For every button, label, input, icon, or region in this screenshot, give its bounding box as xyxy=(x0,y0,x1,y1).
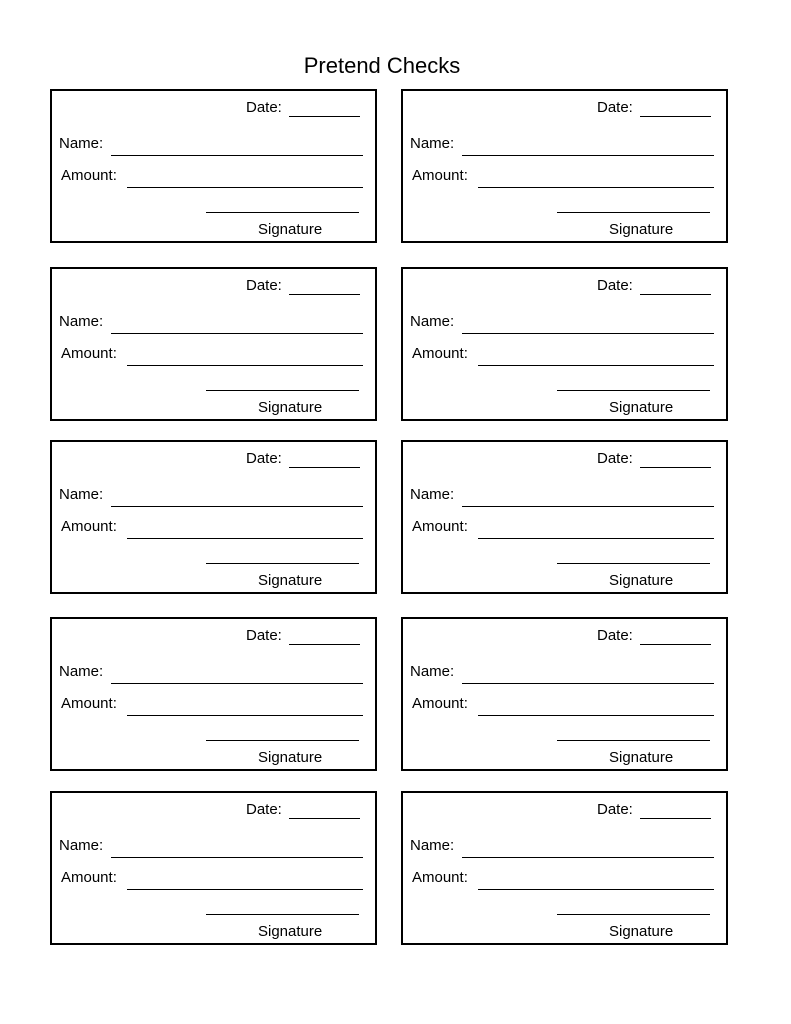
name-label: Name: xyxy=(59,135,104,152)
name-label: Name: xyxy=(410,663,455,680)
amount-label: Amount: xyxy=(412,345,468,362)
date-label: Date: xyxy=(597,801,633,818)
amount-line[interactable] xyxy=(127,365,363,366)
signature-label: Signature xyxy=(609,749,674,766)
pretend-check xyxy=(401,617,728,771)
pretend-check xyxy=(401,89,728,243)
signature-label: Signature xyxy=(609,572,674,589)
pretend-check xyxy=(50,89,377,243)
name-line[interactable] xyxy=(462,155,714,156)
amount-label: Amount: xyxy=(412,695,468,712)
date-line[interactable] xyxy=(640,467,711,468)
amount-line[interactable] xyxy=(127,715,363,716)
date-line[interactable] xyxy=(640,644,711,645)
name-label: Name: xyxy=(410,135,455,152)
amount-label: Amount: xyxy=(412,869,468,886)
name-label: Name: xyxy=(410,837,455,854)
pretend-check xyxy=(50,617,377,771)
name-label: Name: xyxy=(59,313,104,330)
name-label: Name: xyxy=(59,486,104,503)
date-label: Date: xyxy=(246,627,282,644)
signature-label: Signature xyxy=(609,923,674,940)
date-label: Date: xyxy=(597,99,633,116)
signature-line[interactable] xyxy=(206,390,359,391)
date-line[interactable] xyxy=(289,644,360,645)
signature-label: Signature xyxy=(258,221,323,238)
date-line[interactable] xyxy=(289,294,360,295)
name-label: Name: xyxy=(59,837,104,854)
amount-line[interactable] xyxy=(478,365,714,366)
amount-label: Amount: xyxy=(61,167,117,184)
date-label: Date: xyxy=(597,277,633,294)
amount-label: Amount: xyxy=(412,167,468,184)
name-line[interactable] xyxy=(111,155,363,156)
name-label: Name: xyxy=(59,663,104,680)
name-line[interactable] xyxy=(111,683,363,684)
signature-label: Signature xyxy=(258,572,323,589)
amount-line[interactable] xyxy=(478,538,714,539)
date-line[interactable] xyxy=(640,116,711,117)
date-label: Date: xyxy=(597,450,633,467)
pretend-check xyxy=(50,791,377,945)
date-line[interactable] xyxy=(640,294,711,295)
signature-line[interactable] xyxy=(206,563,359,564)
pretend-check xyxy=(401,440,728,594)
pretend-check xyxy=(401,791,728,945)
pretend-check xyxy=(401,267,728,421)
amount-label: Amount: xyxy=(61,869,117,886)
signature-label: Signature xyxy=(258,749,323,766)
pretend-check xyxy=(50,267,377,421)
name-label: Name: xyxy=(410,486,455,503)
signature-line[interactable] xyxy=(206,914,359,915)
amount-label: Amount: xyxy=(61,695,117,712)
date-label: Date: xyxy=(246,450,282,467)
amount-line[interactable] xyxy=(478,889,714,890)
amount-line[interactable] xyxy=(478,715,714,716)
page-title: Pretend Checks xyxy=(303,53,461,78)
signature-label: Signature xyxy=(609,221,674,238)
signature-line[interactable] xyxy=(206,740,359,741)
amount-line[interactable] xyxy=(478,187,714,188)
date-label: Date: xyxy=(246,99,282,116)
date-line[interactable] xyxy=(289,818,360,819)
date-label: Date: xyxy=(246,277,282,294)
amount-line[interactable] xyxy=(127,187,363,188)
name-line[interactable] xyxy=(462,857,714,858)
date-label: Date: xyxy=(597,627,633,644)
signature-line[interactable] xyxy=(557,212,710,213)
name-line[interactable] xyxy=(111,506,363,507)
pretend-check xyxy=(50,440,377,594)
date-line[interactable] xyxy=(289,467,360,468)
amount-label: Amount: xyxy=(412,518,468,535)
name-line[interactable] xyxy=(462,333,714,334)
signature-label: Signature xyxy=(258,399,323,416)
signature-line[interactable] xyxy=(557,390,710,391)
date-line[interactable] xyxy=(289,116,360,117)
signature-line[interactable] xyxy=(557,914,710,915)
name-label: Name: xyxy=(410,313,455,330)
date-line[interactable] xyxy=(640,818,711,819)
signature-label: Signature xyxy=(258,923,323,940)
name-line[interactable] xyxy=(111,857,363,858)
date-label: Date: xyxy=(246,801,282,818)
amount-label: Amount: xyxy=(61,345,117,362)
signature-line[interactable] xyxy=(206,212,359,213)
amount-line[interactable] xyxy=(127,538,363,539)
amount-label: Amount: xyxy=(61,518,117,535)
amount-line[interactable] xyxy=(127,889,363,890)
signature-line[interactable] xyxy=(557,740,710,741)
name-line[interactable] xyxy=(462,506,714,507)
name-line[interactable] xyxy=(462,683,714,684)
name-line[interactable] xyxy=(111,333,363,334)
signature-label: Signature xyxy=(609,399,674,416)
signature-line[interactable] xyxy=(557,563,710,564)
